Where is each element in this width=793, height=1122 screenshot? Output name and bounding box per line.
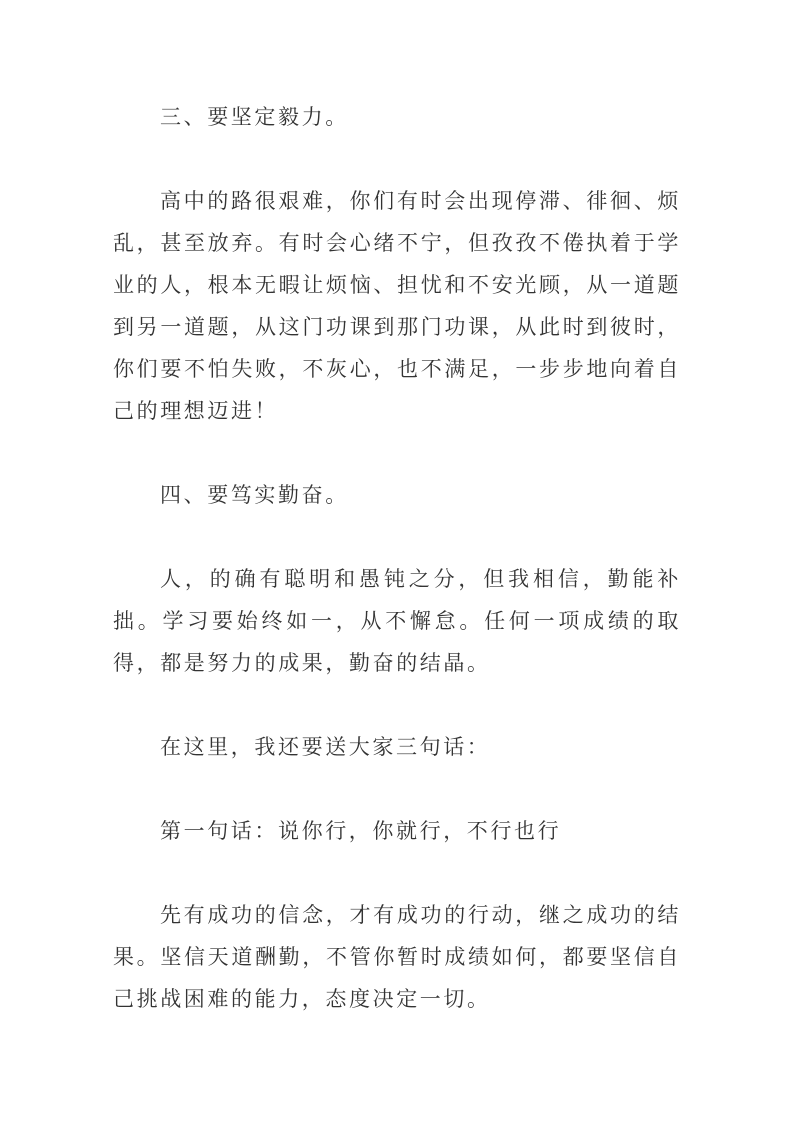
section-heading-3: 三、要坚定毅力。 — [160, 105, 349, 129]
section-heading-4: 四、要笃实勤奋。 — [160, 483, 349, 507]
paragraph-diligence: 人，的确有聪明和愚钝之分，但我相信，勤能补拙。学习要始终如一，从不懈怠。任何一项成绩的取得，都是努力的成果，勤奋的结晶。 — [113, 567, 681, 675]
paragraph-three-sentences-intro: 在这里，我还要送大家三句话： — [160, 735, 491, 759]
paragraph-first-sentence: 第一句话：说你行，你就行，不行也行 — [160, 819, 562, 843]
paragraph-belief-in-success: 先有成功的信念，才有成功的行动，继之成功的结果。坚信天道酬勤，不管你暂时成绩如何，都要坚信自己挑战困难的能力，态度决定一切。 — [113, 903, 681, 1011]
paragraph-perseverance: 高中的路很艰难，你们有时会出现停滞、徘徊、烦乱，甚至放弃。有时会心绪不宁，但孜孜不倦执着于学业的人，根本无暇让烦恼、担忧和不安光顾，从一道题到另一道题，从这门功课到那门功课，从此时到彼时，你们要不怕失败，不灰心，也不满足，一步步地向着自己的理想迈进！ — [113, 189, 681, 423]
